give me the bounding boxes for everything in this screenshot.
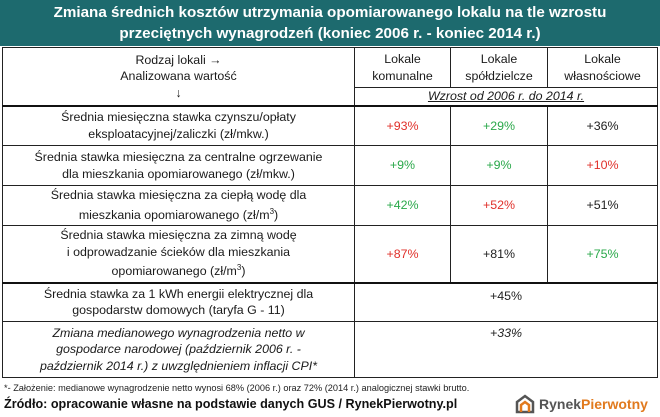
col-header-komunalne [355,48,451,88]
row-label-line: Średnia miesięczna stawka czynszu/opłaty [61,110,296,125]
header-row [3,48,658,88]
logo-text [539,396,648,412]
title-line-2: przeciętnych wynagrodzeń (koniec 2006 r. - koniec 2014 r.) [119,25,541,42]
superscript: 3 [269,206,275,216]
value-cell: +81% [451,226,548,283]
row-label-line: eksploatacyjnej/zaliczki (zł/mkw.) [88,126,269,141]
logo-text-part1: Rynek [539,396,582,412]
subheader-cell [355,88,658,106]
logo-mark-icon [514,393,536,415]
row-label-line: i odprowadzanie ścieków dla mieszkania [66,244,291,259]
table-row [3,146,658,186]
row-label-line: Średnia stawka miesięczna za centralne ogrzewanie [34,150,323,164]
row-label-line: Zmiana medianowego wynagrodzenia netto w [52,325,305,340]
row-label-line: Średnia stawka miesięczna za ciepłą wodę dla [50,188,307,203]
logo-text-part2: Pierwotny [581,396,648,412]
value-cell: +9% [451,146,548,186]
col1-label-line1: Lokale [384,52,421,66]
row-label-line: gospodarce narodowej (październik 2006 r. - [56,342,301,357]
row-label-line [5,260,352,280]
row-label-line: dla mieszkania opomiarowanego (zł/mkw.) [62,166,295,181]
cost-comparison-table [2,47,658,378]
row-label-line: Średnia stawka za 1 kWh energii elektrycznej dla [43,286,314,301]
value-cell: +93% [355,106,451,146]
value-cell: +10% [548,146,658,186]
col3-label-line2: własnościowe [564,68,641,83]
value-cell: +51% [548,186,658,226]
row-label-line: Średnia stawka miesięczna za zimną wodę [60,228,297,243]
col3-label-line1: Lokale [584,52,621,66]
row-header-cell [3,48,355,106]
superscript: 3 [236,263,242,273]
row-label-text: opomiarowanego (zł/m [111,264,237,279]
subheader-text: Wzrost od 2006 r. do 2014 r. [427,89,585,103]
row-label-3: ↓ [175,85,182,100]
row-label [3,226,355,283]
col2-label-line2: spółdzielcze [465,68,533,83]
table-row [3,322,658,378]
table-row [3,186,658,226]
row-label [3,106,355,146]
row-label-line: październik 2014 r.) z uwzględnieniem inflacji CPI* [39,358,318,373]
col2-label-line1: Lokale [480,52,518,66]
value-cell: +36% [548,106,658,146]
row-label-1: Rodzaj lokali → [135,52,222,67]
col-header-wlasnosciowe [548,48,658,88]
row-label-text: mieszkania opomiarowanego (zł/m [78,208,270,223]
value-cell: +87% [355,226,451,283]
value-cell: +9% [355,146,451,186]
value-cell: +52% [451,186,548,226]
rynekpierwotny-logo [514,392,658,416]
row-label [3,186,355,226]
row-label [3,322,355,378]
value-cell: +42% [355,186,451,226]
table-row [3,226,658,283]
row-label-line [5,204,352,224]
col1-label-line2: komunalne [372,68,433,83]
merged-value-cell: +33% [355,322,658,378]
table-row [3,106,658,146]
row-label-text: ) [241,264,246,279]
col-header-spoldzielcze [451,48,548,88]
title-line-1: Zmiana średnich kosztów utrzymania opomiarowanego lokalu na tle wzrostu [53,4,607,21]
row-label-line: gospodarstw domowych (taryfa G - 11) [72,303,285,318]
row-label [3,283,355,322]
row-label-text: ) [274,208,279,223]
value-cell: +75% [548,226,658,283]
chart-title [0,0,660,46]
row-label-2: Analizowana wartość [120,69,237,83]
table-row [3,283,658,322]
footnote: *- Założenie: medianowe wynagrodzenie netto wynosi 68% (2006 r.) oraz 72% (2014 r.) analogicznej stawki brutto. [4,383,470,393]
row-label [3,146,355,186]
merged-value-cell: +45% [355,283,658,322]
value-cell: +29% [451,106,548,146]
source-note: Źródło: opracowanie własne na podstawie danych GUS / RynekPierwotny.pl [4,397,458,411]
